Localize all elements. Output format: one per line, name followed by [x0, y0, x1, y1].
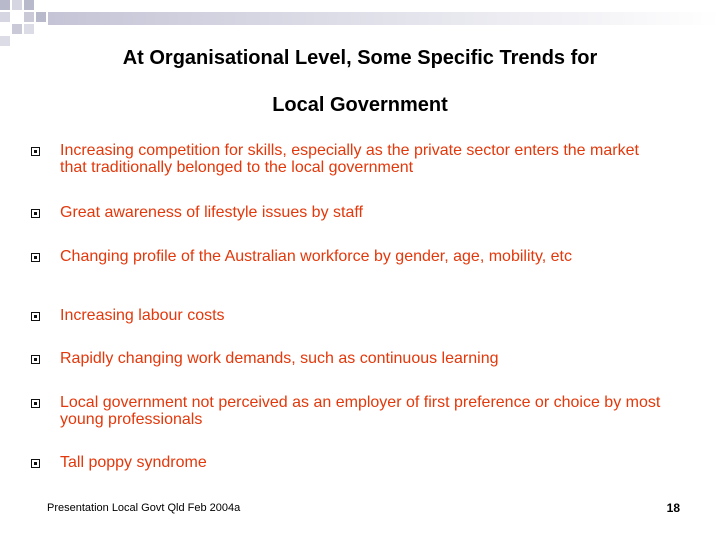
slide-title-line-1: At Organisational Level, Some Specific Trends for — [122, 47, 598, 69]
footer-text: Presentation Local Govt Qld Feb 2004a — [47, 502, 241, 514]
page-number: 18 — [666, 501, 680, 515]
bullet-text: Local government not perceived as an employer of first preference or choice by most young professionals — [60, 394, 661, 428]
bullet-text: Changing profile of the Australian workforce by gender, age, mobility, etc — [60, 248, 572, 265]
square-bullet-icon — [31, 399, 40, 408]
header-decoration-squares — [0, 0, 720, 50]
square-bullet-icon — [31, 312, 40, 321]
square-bullet-icon — [31, 355, 40, 364]
bullet-text: Tall poppy syndrome — [60, 454, 207, 471]
bullet-text: Increasing labour costs — [60, 307, 225, 324]
bullet-text: Rapidly changing work demands, such as continuous learning — [60, 350, 499, 367]
bullet-text: Increasing competition for skills, especially as the private sector enters the market that traditionally belonged to the local government — [60, 142, 639, 176]
square-bullet-icon — [31, 147, 40, 156]
square-bullet-icon — [31, 459, 40, 468]
square-bullet-icon — [31, 209, 40, 218]
slide-title-line-2: Local Government — [272, 94, 448, 116]
square-bullet-icon — [31, 253, 40, 262]
bullet-text: Great awareness of lifestyle issues by staff — [60, 204, 363, 221]
